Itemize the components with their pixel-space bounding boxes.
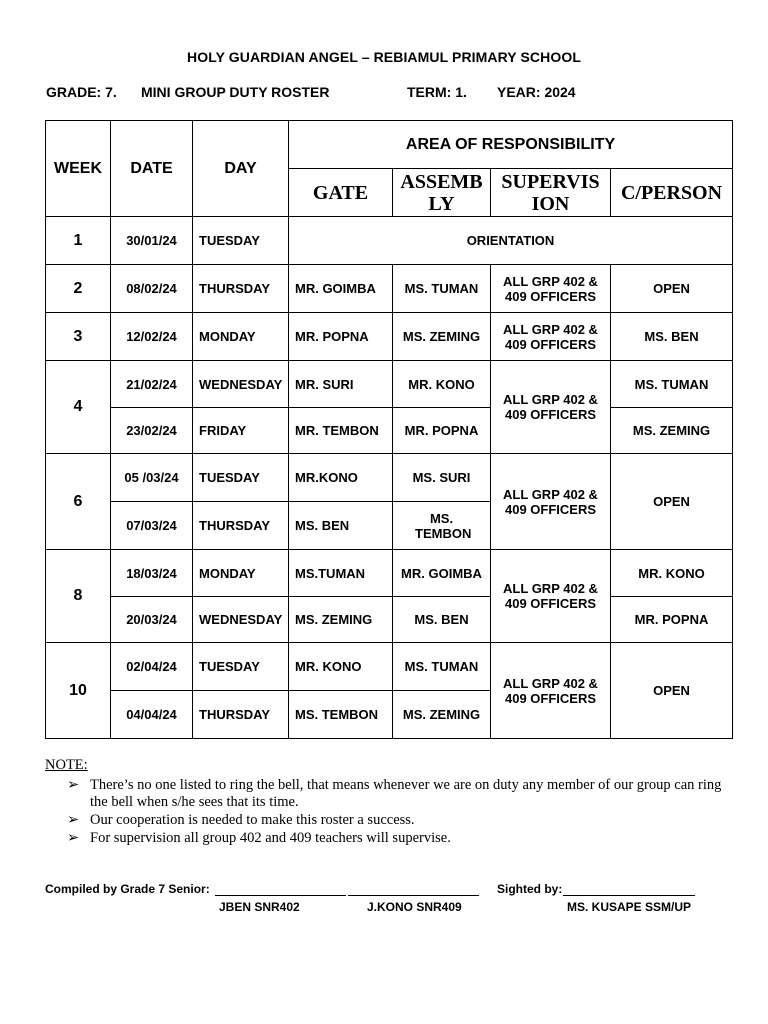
note-section — [45, 757, 735, 848]
assembly-cell: MS. BEN — [393, 597, 491, 643]
list-item — [45, 777, 735, 811]
supervision-cell: ALL GRP 402 & 409 OFFICERS — [491, 643, 611, 739]
date-cell: 12/02/24 — [111, 313, 193, 361]
signatory-name: MS. KUSAPE SSM/UP — [567, 900, 692, 914]
cperson-cell: MR. POPNA — [611, 597, 733, 643]
table-row — [46, 265, 733, 313]
day-cell: TUESDAY — [193, 217, 289, 265]
header-date: DATE — [111, 121, 193, 217]
day-cell: MONDAY — [193, 313, 289, 361]
gate-cell: MR. POPNA — [289, 313, 393, 361]
gate-cell: MS. TEMBON — [289, 691, 393, 739]
assembly-cell: MS. ZEMING — [393, 313, 491, 361]
table-row — [46, 217, 733, 265]
cperson-cell: OPEN — [611, 454, 733, 550]
gate-cell: MS.TUMAN — [289, 550, 393, 597]
header-day: DAY — [193, 121, 289, 217]
signature-line — [563, 895, 695, 896]
gate-cell: MS. ZEMING — [289, 597, 393, 643]
week-cell: 1 — [46, 217, 111, 265]
roster-title: MINI GROUP DUTY ROSTER — [141, 84, 330, 100]
signature-line — [348, 895, 479, 896]
header-area-of-responsibility: AREA OF RESPONSIBILITY — [289, 121, 733, 169]
term-label: TERM: 1. — [407, 84, 467, 100]
arrow-bullet-icon: ➢ — [67, 830, 80, 846]
date-cell: 08/02/24 — [111, 265, 193, 313]
assembly-cell: MS. SURI — [393, 454, 491, 502]
assembly-cell: MS. ZEMING — [393, 691, 491, 739]
table-row — [46, 597, 733, 643]
date-cell: 18/03/24 — [111, 550, 193, 597]
table-row — [46, 643, 733, 691]
grade-label: GRADE: 7. — [46, 84, 117, 100]
day-cell: MONDAY — [193, 550, 289, 597]
table-row — [46, 454, 733, 502]
table-row — [46, 408, 733, 454]
signatory-name: JBEN SNR402 — [219, 900, 300, 914]
duty-roster-table — [45, 120, 733, 739]
gate-cell: MR. KONO — [289, 643, 393, 691]
day-cell: WEDNESDAY — [193, 597, 289, 643]
week-cell: 3 — [46, 313, 111, 361]
header-supervision: SUPERVIS ION — [491, 169, 611, 217]
note-text: There’s no one listed to ring the bell, that means whenever we are on duty any member of our group can ring the bell when s/he sees that its time. — [90, 777, 722, 810]
signature-line — [215, 895, 346, 896]
date-cell: 23/02/24 — [111, 408, 193, 454]
note-text: Our cooperation is needed to make this roster a success. — [90, 812, 415, 828]
day-cell: TUESDAY — [193, 643, 289, 691]
header-assembly: ASSEMB LY — [393, 169, 491, 217]
arrow-bullet-icon: ➢ — [67, 812, 80, 828]
day-cell: TUESDAY — [193, 454, 289, 502]
cperson-cell: OPEN — [611, 265, 733, 313]
assembly-cell: MS. TEMBON — [393, 502, 491, 550]
table-row — [46, 313, 733, 361]
date-cell: 02/04/24 — [111, 643, 193, 691]
week-cell: 8 — [46, 550, 111, 643]
day-cell: THURSDAY — [193, 691, 289, 739]
date-cell: 20/03/24 — [111, 597, 193, 643]
cperson-cell: MR. KONO — [611, 550, 733, 597]
sighted-by-label: Sighted by: — [497, 882, 563, 896]
signatory-name: J.KONO SNR409 — [367, 900, 462, 914]
date-cell: 07/03/24 — [111, 502, 193, 550]
assembly-cell: MR. KONO — [393, 361, 491, 408]
assembly-cell: MS. TUMAN — [393, 643, 491, 691]
supervision-cell: ALL GRP 402 & 409 OFFICERS — [491, 550, 611, 643]
school-title: HOLY GUARDIAN ANGEL – REBIAMUL PRIMARY SCHOOL — [187, 49, 581, 65]
date-cell: 21/02/24 — [111, 361, 193, 408]
assembly-cell: MR. GOIMBA — [393, 550, 491, 597]
cperson-cell: MS. ZEMING — [611, 408, 733, 454]
supervision-cell: ALL GRP 402 & 409 OFFICERS — [491, 454, 611, 550]
year-label: YEAR: 2024 — [497, 84, 576, 100]
day-cell: THURSDAY — [193, 265, 289, 313]
cperson-cell: MS. TUMAN — [611, 361, 733, 408]
date-cell: 04/04/24 — [111, 691, 193, 739]
table-row — [46, 550, 733, 597]
header-week: WEEK — [46, 121, 111, 217]
assembly-cell: MR. POPNA — [393, 408, 491, 454]
supervision-cell: ALL GRP 402 & 409 OFFICERS — [491, 313, 611, 361]
gate-cell: MR. GOIMBA — [289, 265, 393, 313]
cperson-cell: MS. BEN — [611, 313, 733, 361]
compiled-by-label: Compiled by Grade 7 Senior: — [45, 882, 210, 896]
note-list — [45, 777, 735, 847]
note-text: For supervision all group 402 and 409 teachers will supervise. — [90, 830, 451, 846]
day-cell: THURSDAY — [193, 502, 289, 550]
gate-cell: MR. SURI — [289, 361, 393, 408]
gate-cell: MR.KONO — [289, 454, 393, 502]
date-cell: 30/01/24 — [111, 217, 193, 265]
header-cperson: C/PERSON — [611, 169, 733, 217]
week-cell: 4 — [46, 361, 111, 454]
arrow-bullet-icon: ➢ — [67, 777, 80, 793]
week-cell: 2 — [46, 265, 111, 313]
supervision-cell: ALL GRP 402 & 409 OFFICERS — [491, 361, 611, 454]
date-cell: 05 /03/24 — [111, 454, 193, 502]
assembly-cell: MS. TUMAN — [393, 265, 491, 313]
list-item — [45, 830, 735, 847]
week-cell: 10 — [46, 643, 111, 739]
table-row — [46, 361, 733, 408]
cperson-cell: OPEN — [611, 643, 733, 739]
orientation-cell: ORIENTATION — [289, 217, 733, 265]
note-title: NOTE: — [45, 757, 88, 773]
supervision-cell: ALL GRP 402 & 409 OFFICERS — [491, 265, 611, 313]
list-item — [45, 812, 735, 829]
gate-cell: MS. BEN — [289, 502, 393, 550]
week-cell: 6 — [46, 454, 111, 550]
day-cell: WEDNESDAY — [193, 361, 289, 408]
gate-cell: MR. TEMBON — [289, 408, 393, 454]
day-cell: FRIDAY — [193, 408, 289, 454]
header-gate: GATE — [289, 169, 393, 217]
